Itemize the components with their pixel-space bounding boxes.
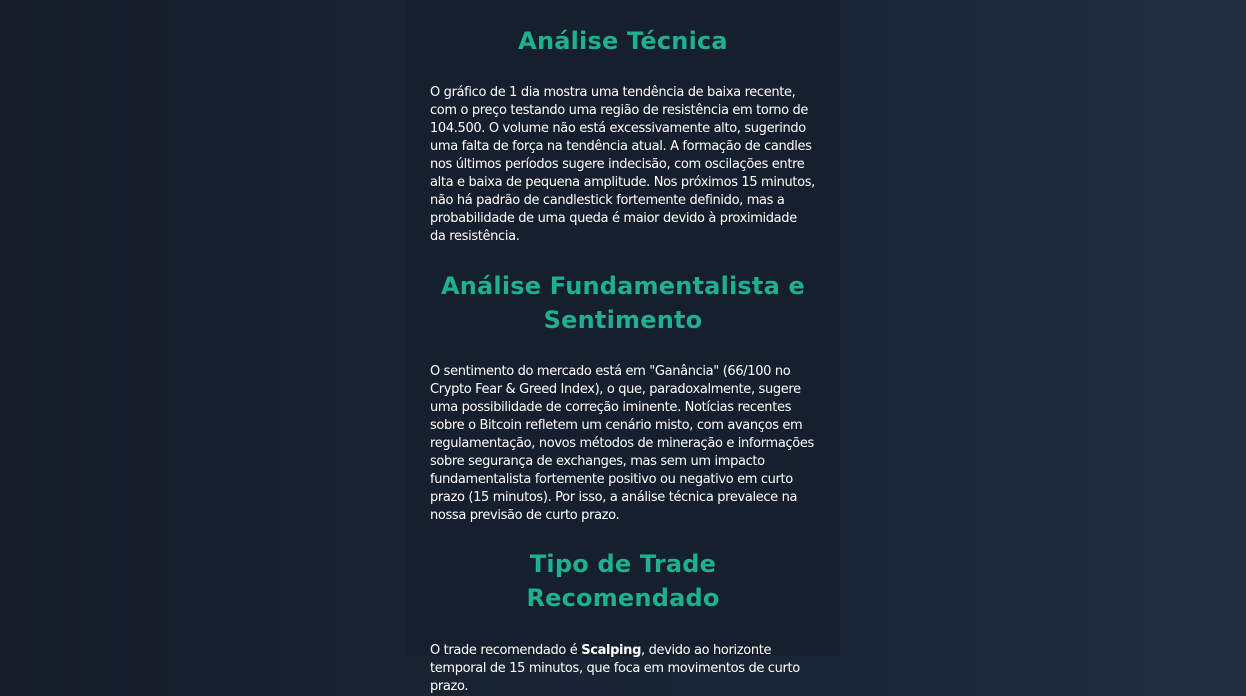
section-tipo-de-trade <box>430 547 816 696</box>
paragraph-text: , devido ao horizonte temporal de 15 minutos, que foca em movimentos de curto prazo. <box>430 643 800 694</box>
section-paragraph <box>430 642 816 696</box>
section-analise-tecnica <box>430 24 816 246</box>
report-column <box>406 0 840 694</box>
section-heading: Análise Fundamentalista e Sentimento <box>440 272 806 334</box>
section-paragraph: O gráfico de 1 dia mostra uma tendência de baixa recente, com o preço testando uma região de resistência em torno de 104.500. O volume não está excessivamente alto, sugerindo uma falta de força na tendência atual. A formação de candles nos últimos períodos sugere indecisão, com oscilações entre alta e baixa de pequena amplitude. Nos próximos 15 minutos, não há padrão de candlestick fortemente definido, mas a probabilidade de uma queda é maior devido à proximidade da resistência. <box>430 85 815 244</box>
trade-type-emphasis: Scalping <box>581 643 642 658</box>
section-heading: Tipo de Trade Recomendado <box>526 550 720 612</box>
section-heading: Análise Técnica <box>518 27 728 55</box>
section-paragraph: O sentimento do mercado está em "Ganância" (66/100 no Crypto Fear & Greed Index), o que, paradoxalmente, sugere uma possibilidade de correção iminente. Notícias recentes sobre o Bitcoin refletem um cenário misto, com avanços em regulamentação, novos métodos de mineração e informações sobre segurança de exchanges, mas sem um impacto fundamentalista fortemente positivo ou negativo em curto prazo (15 minutos). Por isso, a análise técnica prevalece na nossa previsão de curto prazo. <box>430 364 814 523</box>
section-analise-fundamentalista <box>430 269 816 525</box>
paragraph-text: O trade recomendado é <box>430 643 582 658</box>
